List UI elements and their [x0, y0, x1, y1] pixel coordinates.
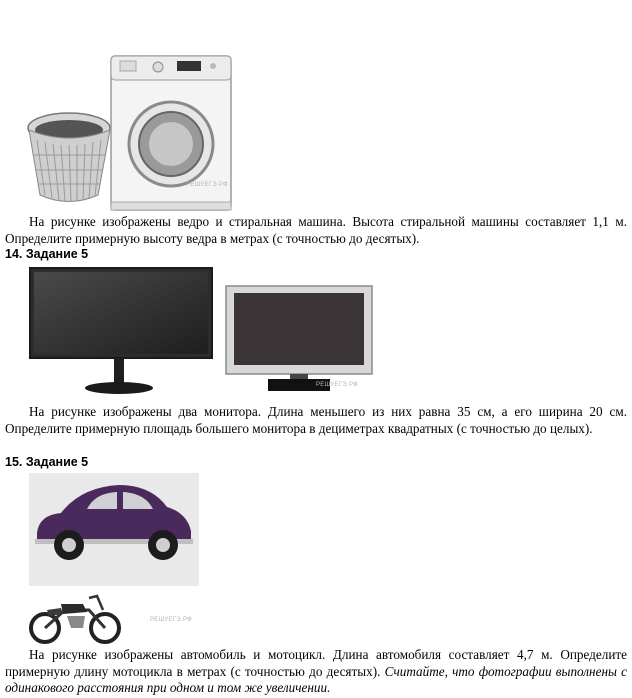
small-monitor-figure	[226, 286, 372, 391]
problem-14-heading: 14. Задание 5	[5, 247, 89, 261]
problem-15-heading: 15. Задание 5	[5, 455, 89, 469]
watermark-15: РЕШУЕГЭ.РФ	[150, 617, 193, 623]
motorcycle-image	[27, 588, 127, 646]
motorcycle-figure	[31, 596, 119, 642]
car-image	[29, 473, 199, 586]
bucket-figure	[28, 113, 110, 202]
problem-15-note: Считайте, что фотографии выполнены с одинакового расстояния при одном и том же увеличении.	[5, 663, 628, 695]
watermark-14: РЕШУЕГЭ.РФ	[316, 382, 359, 388]
bucket-washer-image	[25, 50, 240, 215]
large-monitor-figure	[30, 268, 212, 394]
monitors-image	[28, 266, 378, 398]
problem-13-text	[5, 214, 627, 247]
problem-15-text	[5, 647, 627, 697]
problem-15-statement: На рисунке изображены автомобиль и мотоцикл. Длина автомобиля составляет 4,7 м. Определите примерную длину мотоцикла в метрах (с точностью до десятых).	[5, 647, 627, 679]
problem-14-text	[5, 404, 627, 437]
watermark-13: РЕШУЕГЭ.РФ	[186, 182, 229, 188]
problem-14-statement: На рисунке изображены два монитора. Длина меньшего из них равна 35 см, а его ширина 20 см. Определите примерную площадь большего монитора в дециметрах квадратных (с точностью до целых).	[5, 404, 627, 436]
problem-13-statement: На рисунке изображены ведро и стиральная машина. Высота стиральной машины составляет 1,1 м. Определите примерную высоту ведра в метрах (с точностью до десятых).	[5, 214, 627, 246]
